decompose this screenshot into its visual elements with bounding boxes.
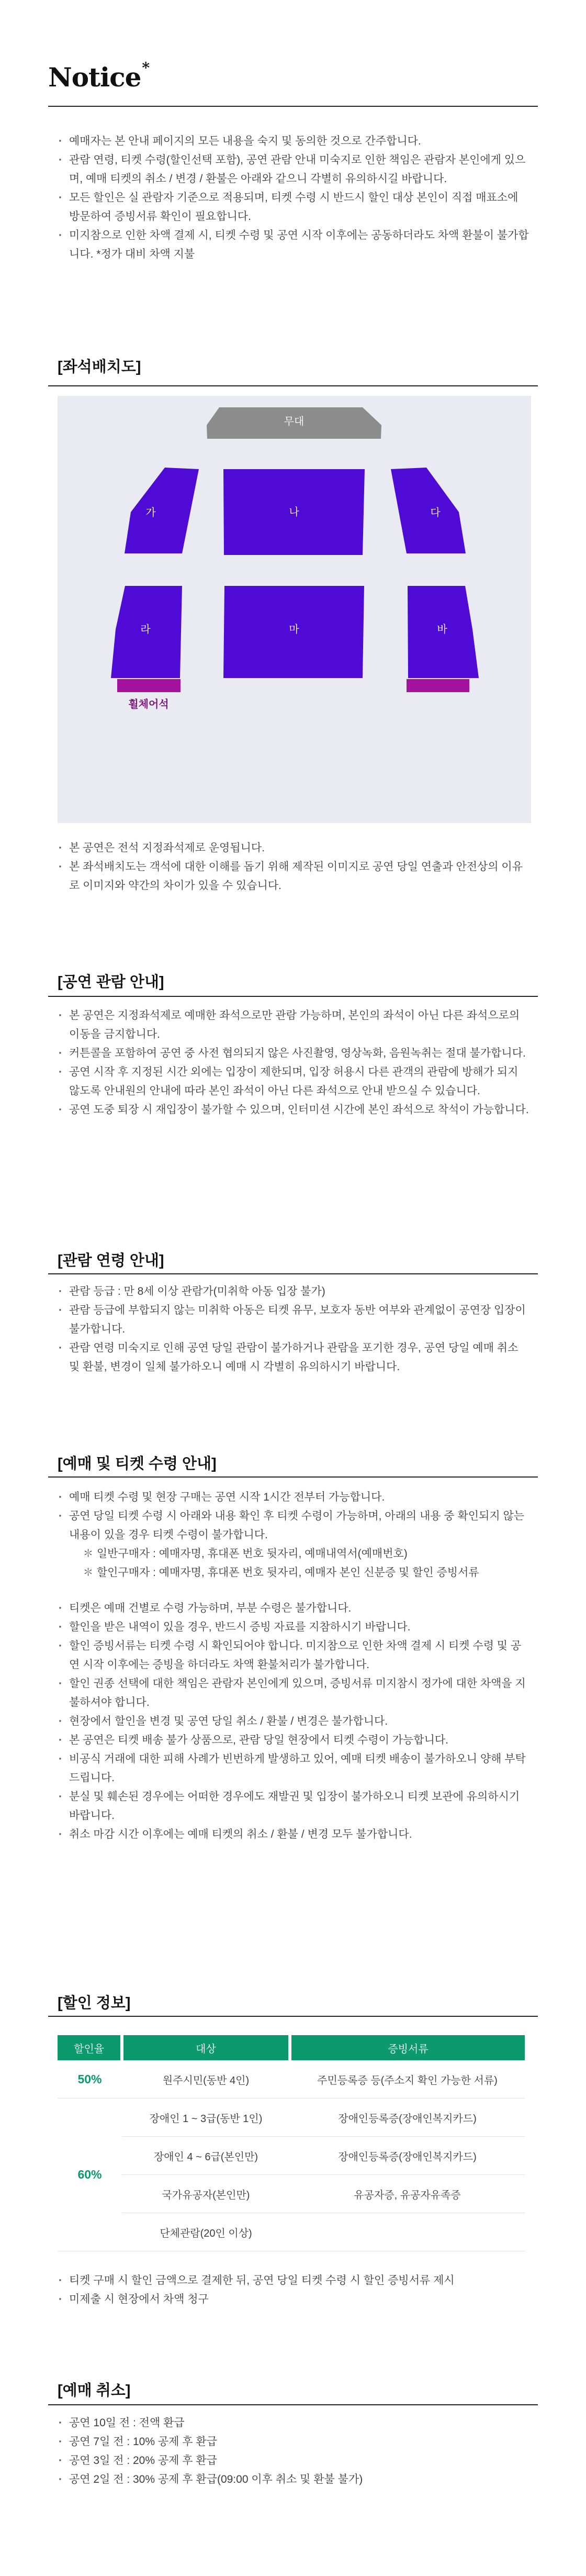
stage-label: 무대: [284, 416, 305, 428]
notice-list: [58, 132, 531, 264]
list-item: · 관람 등급에 부합되지 않는 미취학 아동은 티켓 유무, 보호자 동반 여부와 관계없이 공연장 입장이 불가합니다.: [58, 1301, 531, 1339]
table-row: [58, 2137, 525, 2175]
document-cell: 장애인등록증(장애인복지카드): [290, 2098, 525, 2137]
section-da: [391, 468, 466, 553]
list-item: · 할인 권종 선택에 대한 책임은 관람자 본인에게 있으며, 증빙서류 미지참시 정가에 대한 차액을 지불하셔야 합니다.: [58, 1674, 531, 1712]
rate-cell: 60%: [58, 2098, 122, 2251]
list-item: · 비공식 거래에 대한 피해 사례가 빈번하게 발생하고 있어, 예매 티켓 배송이 불가하오니 양해 부탁드립니다.: [58, 1750, 531, 1787]
document-cell: 주민등록증 등(주소지 확인 가능한 서류): [290, 2060, 525, 2098]
list-item: · 티켓은 예매 건별로 수령 가능하며, 부분 수령은 불가합니다.: [58, 1599, 531, 1618]
list-item: · 현장에서 할인을 변경 및 공연 당일 취소 / 환불 / 변경은 불가합니다.: [58, 1712, 531, 1731]
list-item: · 할인 증빙서류는 티켓 수령 시 확인되어야 합니다. 미지참으로 인한 차액 결제 시 티켓 수령 및 공연 시작 이후에는 증빙을 하더라도 차액 환불처리가 불가합니다.: [58, 1637, 531, 1674]
column-header: 대상: [122, 2035, 290, 2060]
list-item: · 예매자는 본 안내 페이지의 모든 내용을 숙지 및 동의한 것으로 간주합니다.: [58, 132, 531, 151]
discount-table: [58, 2035, 525, 2251]
list-item: · 본 좌석배치도는 객석에 대한 이해를 돕기 위해 제작된 이미지로 공연 당일 연출과 안전상의 이유로 이미지와 약간의 차이가 있을 수 있습니다.: [58, 858, 531, 895]
section-label: 라: [140, 624, 151, 636]
section-label: 가: [145, 507, 156, 519]
section-ga: [125, 468, 199, 553]
list-item: · 본 공연은 티켓 배송 불가 상품으로, 관람 당일 현장에서 티켓 수령이 가능합니다.: [58, 1731, 531, 1750]
list-item: · 공연 7일 전 : 10% 공제 후 환급: [58, 2433, 531, 2451]
divider: [48, 2016, 538, 2017]
list-item: · 공연 도중 퇴장 시 재입장이 불가할 수 있으며, 인터미션 시간에 본인 좌석으로 착석이 가능합니다.: [58, 1101, 531, 1119]
spacer: [58, 1582, 531, 1599]
discount-notes: [58, 2271, 531, 2309]
section-title: [예매 취소]: [58, 2382, 131, 2399]
section-label: 마: [289, 624, 299, 636]
viewing-list: [58, 1006, 531, 1119]
list-item: · 공연 3일 전 : 20% 공제 후 환급: [58, 2451, 531, 2470]
document-cell: [290, 2213, 525, 2251]
list-subitem: ✽ 할인구매자 : 예매자명, 휴대폰 번호 뒷자리, 예매자 본인 신분증 및 할인 증빙서류: [83, 1567, 479, 1579]
divider: [48, 1476, 538, 1478]
list-item: · 관람 등급 : 만 8세 이상 관람가(미취학 아동 입장 불가): [58, 1282, 531, 1301]
list-item: · 미지참으로 인한 차액 결제 시, 티켓 수령 및 공연 시작 이후에는 공동하더라도 차액 환불이 불가합니다. *정가 대비 차액 지불: [58, 226, 531, 264]
age-list: [58, 1282, 531, 1376]
list-item: · 할인을 받은 내역이 있을 경우, 반드시 증빙 자료를 지참하시기 바랍니다.: [58, 1618, 531, 1637]
table-row: [58, 2213, 525, 2251]
column-header: 증빙서류: [290, 2035, 525, 2060]
target-cell: 장애인 1 ~ 3급(동반 1인): [122, 2098, 290, 2137]
wheelchair-label: 휠체어석: [128, 698, 169, 710]
target-cell: 단체관람(20인 이상): [122, 2213, 290, 2251]
section-label: 바: [437, 624, 447, 636]
table-header-row: [58, 2035, 525, 2060]
list-item: · 본 공연은 지정좌석제로 예매한 좌석으로만 관람 가능하며, 본인의 좌석이 아닌 다른 좌석으로의 이동을 금지합니다.: [58, 1006, 531, 1044]
list-item: · 공연 2일 전 : 30% 공제 후 환급(09:00 이후 취소 및 환불 불가): [58, 2470, 531, 2489]
list-item: · 관람 연령, 티켓 수령(할인선택 포함), 공연 관람 안내 미숙지로 인한 책임은 관람자 본인에게 있으며, 예매 티켓의 취소 / 변경 / 환불은 아래와 같으니 각별히 유의하시길 바랍니다.: [58, 151, 531, 188]
seat-map: [58, 396, 531, 823]
divider: [48, 996, 538, 997]
ticket-list: [58, 1488, 531, 1844]
divider: [48, 385, 538, 386]
table-row: [58, 2175, 525, 2213]
title-asterisk: *: [142, 59, 150, 77]
list-item: · 커튼콜을 포함하여 공연 중 사전 협의되지 않은 사진촬영, 영상녹화, 음원녹취는 절대 불가합니다.: [58, 1044, 531, 1063]
list-item: · 분실 및 훼손된 경우에는 어떠한 경우에도 재발권 및 입장이 불가하오니 티켓 보관에 유의하시기 바랍니다.: [58, 1787, 531, 1825]
page-title: Notice*: [48, 59, 150, 93]
list-subitem: ✽ 일반구매자 : 예매자명, 휴대폰 번호 뒷자리, 예매내역서(예매번호): [83, 1548, 408, 1560]
section-title: [할인 정보]: [58, 1995, 131, 2012]
list-item: · 공연 시작 후 지정된 시간 외에는 입장이 제한되며, 입장 허용시 다른 관객의 관람에 방해가 되지 않도록 안내원의 안내에 따라 본인 좌석이 아닌 다른 좌석으로 안내 받으실 수 있습니다.: [58, 1063, 531, 1101]
target-cell: 원주시민(동반 4인): [122, 2060, 290, 2098]
list-item: · 관람 연령 미숙지로 인해 공연 당일 관람이 불가하거나 관람을 포기한 경우, 공연 당일 예매 취소 및 환불, 변경이 일체 불가하오니 예매 시 각별히 유의하시기 바랍니다.: [58, 1339, 531, 1376]
section-label: 나: [289, 506, 299, 518]
document-cell: 유공자증, 유공자유족증: [290, 2175, 525, 2213]
list-item: · 예매 티켓 수령 및 현장 구매는 공연 시작 1시간 전부터 가능합니다.: [58, 1488, 531, 1507]
section-title: [관람 연령 안내]: [58, 1252, 164, 1269]
list-item: · 미제출 시 현장에서 차액 청구: [58, 2290, 531, 2309]
list-item: · 모든 할인은 실 관람자 기준으로 적용되며, 티켓 수령 시 반드시 할인 대상 본인이 직접 매표소에 방문하여 증빙서류 확인이 필요합니다.: [58, 188, 531, 226]
target-cell: 국가유공자(본인만): [122, 2175, 290, 2213]
table-row: [58, 2060, 525, 2098]
cancel-list: [58, 2414, 531, 2489]
rate-cell: 50%: [58, 2060, 122, 2098]
list-item: · 취소 마감 시간 이후에는 예매 티켓의 취소 / 환불 / 변경 모두 불가합니다.: [58, 1825, 531, 1844]
wheelchair-seat-right: [407, 679, 469, 692]
section-title: [예매 및 티켓 수령 안내]: [58, 1456, 217, 1472]
divider: [48, 1273, 538, 1274]
list-item: · 공연 당일 티켓 수령 시 아래와 내용 확인 후 티켓 수령이 가능하며, 아래의 내용 중 확인되지 않는 내용이 있을 경우 티켓 수령이 불가합니다.: [58, 1507, 531, 1545]
divider: [48, 2404, 538, 2405]
seat-map-notes: [58, 839, 531, 895]
section-title: [좌석배치도]: [58, 359, 141, 375]
table-row: [58, 2098, 525, 2137]
section-title: [공연 관람 안내]: [58, 974, 164, 991]
document-cell: 장애인등록증(장애인복지카드): [290, 2137, 525, 2175]
column-header: 할인율: [58, 2035, 122, 2060]
wheelchair-seat-left: [117, 679, 181, 692]
list-item: · 본 공연은 전석 지정좌석제로 운영됩니다.: [58, 839, 531, 858]
target-cell: 장애인 4 ~ 6급(본인만): [122, 2137, 290, 2175]
seat-map-svg: [58, 396, 531, 823]
list-item: · 공연 10일 전 : 전액 환급: [58, 2414, 531, 2433]
divider: [48, 106, 538, 107]
section-label: 다: [430, 507, 441, 519]
list-item: · 티켓 구매 시 할인 금액으로 결제한 뒤, 공연 당일 티켓 수령 시 할인 증빙서류 제시: [58, 2271, 531, 2290]
